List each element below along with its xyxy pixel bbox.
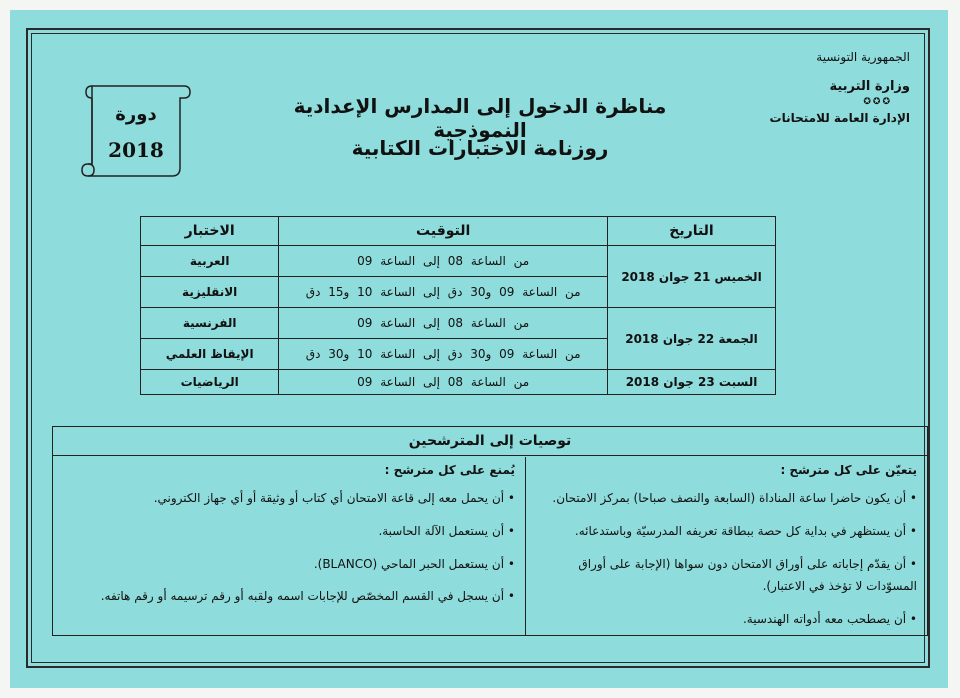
list-item: • أن يقدّم إجاباته على أوراق الامتحان دون سواها (الإجابة على أوراق المسوّدات لا تؤخذ في الاعتبار). <box>536 553 917 599</box>
table-row <box>141 246 776 277</box>
list-item: • أن يصطحب معه أدواته الهندسية. <box>536 608 917 631</box>
list-item: • أن يسجل في القسم المخصّص للإجابات اسمه ولقبه أو رقم ترسيمه أو رقم هاتفه. <box>63 585 515 608</box>
day-date: السبت 23 جوان 2018 <box>608 370 776 395</box>
exam-time: من الساعة 09 و30 دق إلى الساعة 10 و30 دق <box>279 339 608 370</box>
exam-time: من الساعة 09 و30 دق إلى الساعة 10 و15 دق <box>279 277 608 308</box>
forbidden-intro: يُمنع على كل مترشح : <box>384 463 515 477</box>
list-item: • أن يستظهر في بداية كل حصة ببطاقة تعريفه المدرسيّة وباستدعائه. <box>536 520 917 543</box>
issuing-authority <box>720 50 910 126</box>
exam-subject: الانقليزية <box>141 277 279 308</box>
exam-time: من الساعة 08 إلى الساعة 09 <box>279 308 608 339</box>
list-item: • أن يستعمل الحبر الماحي (BLANCO). <box>63 553 515 576</box>
exam-subject: الرياضيات <box>141 370 279 395</box>
list-item: • أن يستعمل الآلة الحاسبة. <box>63 520 515 543</box>
session-scroll-badge <box>80 80 192 180</box>
stars-ornament: ✪✪✪ <box>863 97 892 108</box>
session-label: دورة <box>115 104 157 125</box>
col-header-date: التاريخ <box>608 217 776 246</box>
required-list <box>536 487 917 631</box>
forbidden-column <box>53 457 525 635</box>
required-intro: يتعيّن على كل مترشح : <box>780 463 917 477</box>
table-row <box>141 308 776 339</box>
col-header-time: التوقيت <box>279 217 608 246</box>
exam-time: من الساعة 08 إلى الساعة 09 <box>279 370 608 395</box>
recommendations-title: توصيات إلى المترشحين <box>53 427 927 456</box>
session-year: 2018 <box>108 138 164 162</box>
list-item: • أن يكون حاضرا ساعة المناداة (السابعة والنصف صباحا) بمركز الامتحان. <box>536 487 917 510</box>
list-item: • أن يحمل معه إلى قاعة الامتحان أي كتاب أو وثيقة أو أي جهاز الكتروني. <box>63 487 515 510</box>
exam-time: من الساعة 08 إلى الساعة 09 <box>279 246 608 277</box>
exam-schedule-sheet <box>10 10 948 688</box>
page-title: مناظرة الدخول إلى المدارس الإعدادية النموذجية <box>293 94 667 142</box>
required-column <box>525 457 927 635</box>
col-header-exam: الاختبار <box>141 217 279 246</box>
exam-subject: الفرنسية <box>141 308 279 339</box>
republic-label: الجمهورية التونسية <box>816 50 910 64</box>
exam-subject: العربية <box>141 246 279 277</box>
exam-subject: الإيقاظ العلمي <box>141 339 279 370</box>
department-label: الإدارة العامة للامتحانات <box>769 110 910 125</box>
day-date: الجمعة 22 جوان 2018 <box>608 308 776 370</box>
forbidden-list <box>63 487 515 608</box>
ministry-label: وزارة التربية <box>829 79 910 94</box>
day-date: الخميس 21 جوان 2018 <box>608 246 776 308</box>
scroll-icon <box>80 80 192 180</box>
page-subtitle: روزنامة الاختبارات الكتابية <box>351 136 609 160</box>
table-row <box>141 370 776 395</box>
schedule-table <box>140 216 776 395</box>
recommendations-box <box>52 426 928 636</box>
